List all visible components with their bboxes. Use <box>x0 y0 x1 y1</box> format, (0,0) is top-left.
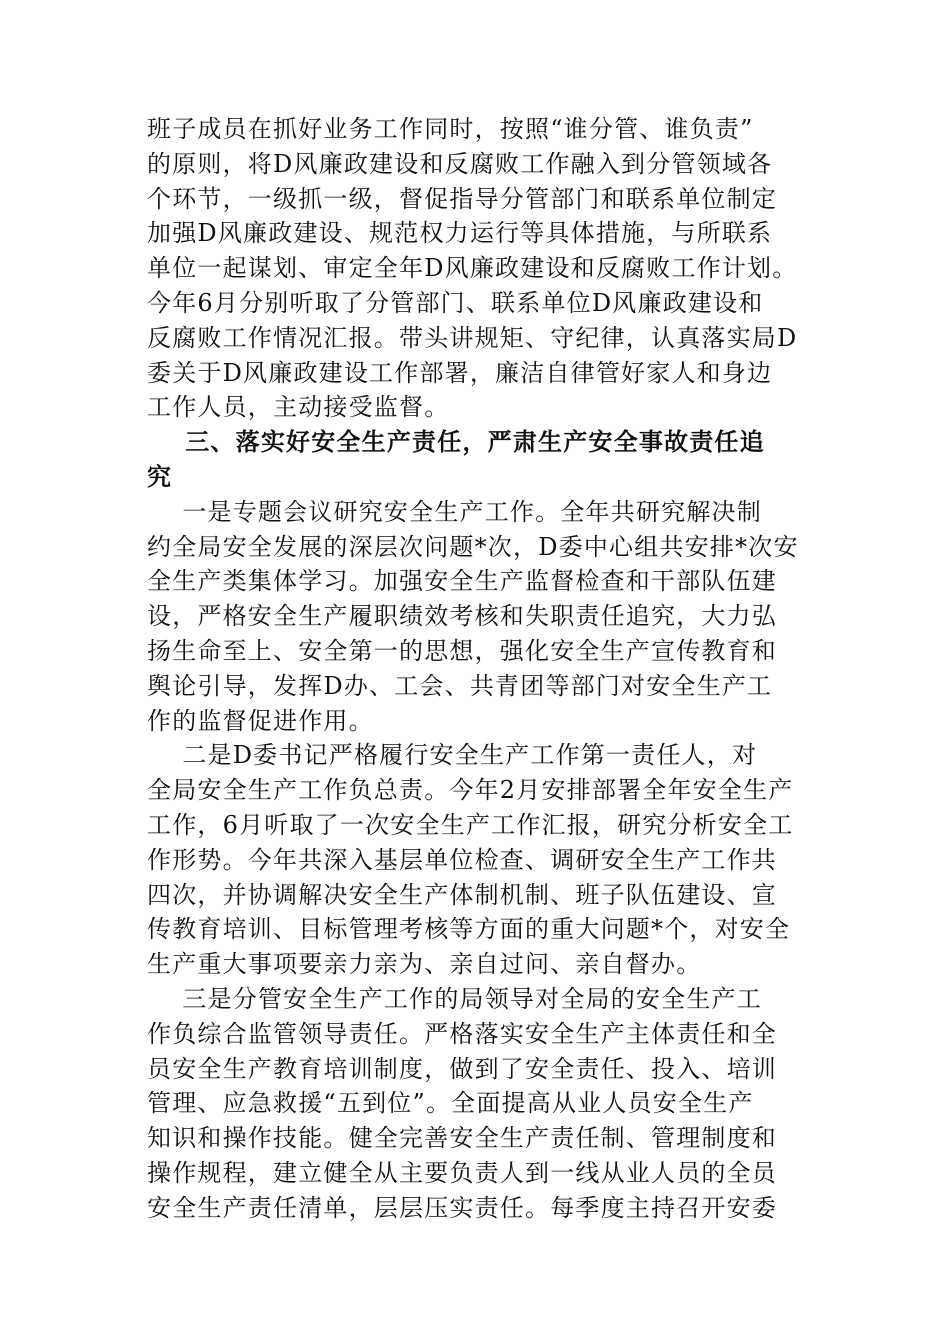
text-line: 个环节，一级抓一级，督促指导分管部门和联系单位制定 <box>147 184 777 213</box>
text-line: 传教育培训、目标管理考核等方面的重大问题*个，对安全 <box>147 915 791 944</box>
text-line: 全局安全生产工作负总责。今年2月安排部署全年安全生产 <box>147 776 794 805</box>
text-line: 管理、应急救援“五到位”。全面提高从业人员安全生产 <box>147 1089 754 1118</box>
text-line: 的原则，将D风廉政建设和反腐败工作融入到分管领域各 <box>147 149 773 178</box>
text-line: 知识和操作技能。健全完善安全生产责任制、管理制度和 <box>147 1124 777 1153</box>
text-line: 一是专题会议研究安全生产工作。全年共研究解决制 <box>147 497 762 526</box>
text-line: 反腐败工作情况汇报。带头讲规矩、守纪律，认真落实局D <box>147 323 798 352</box>
text-line: 委关于D风廉政建设工作部署，廉洁自律管好家人和身边 <box>147 358 773 387</box>
text-line: 今年6月分别听取了分管部门、联系单位D风廉政建设和 <box>147 288 764 317</box>
text-line: 单位一起谋划、审定全年D风廉政建设和反腐败工作计划。 <box>147 254 798 283</box>
text-line: 工作人员，主动接受监督。 <box>147 393 450 422</box>
text-line: 全生产类集体学习。加强安全生产监督检查和干部队伍建 <box>147 567 777 596</box>
text-line: 工作，6月听取了一次安全生产工作汇报，研究分析安全工 <box>147 810 794 839</box>
text-line: 设，严格安全生产履职绩效考核和失职责任追究，大力弘 <box>147 602 777 631</box>
text-line: 作负综合监管领导责任。严格落实安全生产主体责任和全 <box>147 1019 777 1048</box>
text-line: 约全局安全发展的深层次问题*次，D委中心组共安排*次安 <box>147 532 799 561</box>
text-line: 四次，并协调解决安全生产体制机制、班子队伍建设、宣 <box>147 880 777 909</box>
text-line: 二是D委书记严格履行安全生产工作第一责任人，对 <box>147 741 758 770</box>
text-line: 操作规程，建立健全从主要负责人到一线从业人员的全员 <box>147 1158 777 1187</box>
text-line: 作形势。今年共深入基层单位检查、调研安全生产工作共 <box>147 845 777 874</box>
text-line: 扬生命至上、安全第一的思想，强化安全生产宣传教育和 <box>147 636 777 665</box>
text-line: 生产重大事项要亲力亲为、亲自过问、亲自督办。 <box>147 950 702 979</box>
text-line: 加强D风廉政建设、规范权力运行等具体措施，与所联系 <box>147 219 773 248</box>
text-line: 三是分管安全生产工作的局领导对全局的安全生产工 <box>147 984 762 1013</box>
section-heading-continuation: 究 <box>147 462 173 491</box>
text-line: 员安全生产教育培训制度，做到了安全责任、投入、培训 <box>147 1054 777 1083</box>
text-line: 舆论引导，发挥D办、工会、共青团等部门对安全生产工 <box>147 671 773 700</box>
document-body <box>147 112 827 1226</box>
section-heading: 三、落实好安全生产责任，严肃生产安全事故责任追 <box>147 428 765 457</box>
text-line: 安全生产责任清单，层层压实责任。每季度主持召开安委 <box>147 1193 777 1222</box>
text-line: 班子成员在抓好业务工作同时，按照“谁分管、谁负责” <box>147 115 754 143</box>
text-line: 作的监督促进作用。 <box>147 706 374 735</box>
